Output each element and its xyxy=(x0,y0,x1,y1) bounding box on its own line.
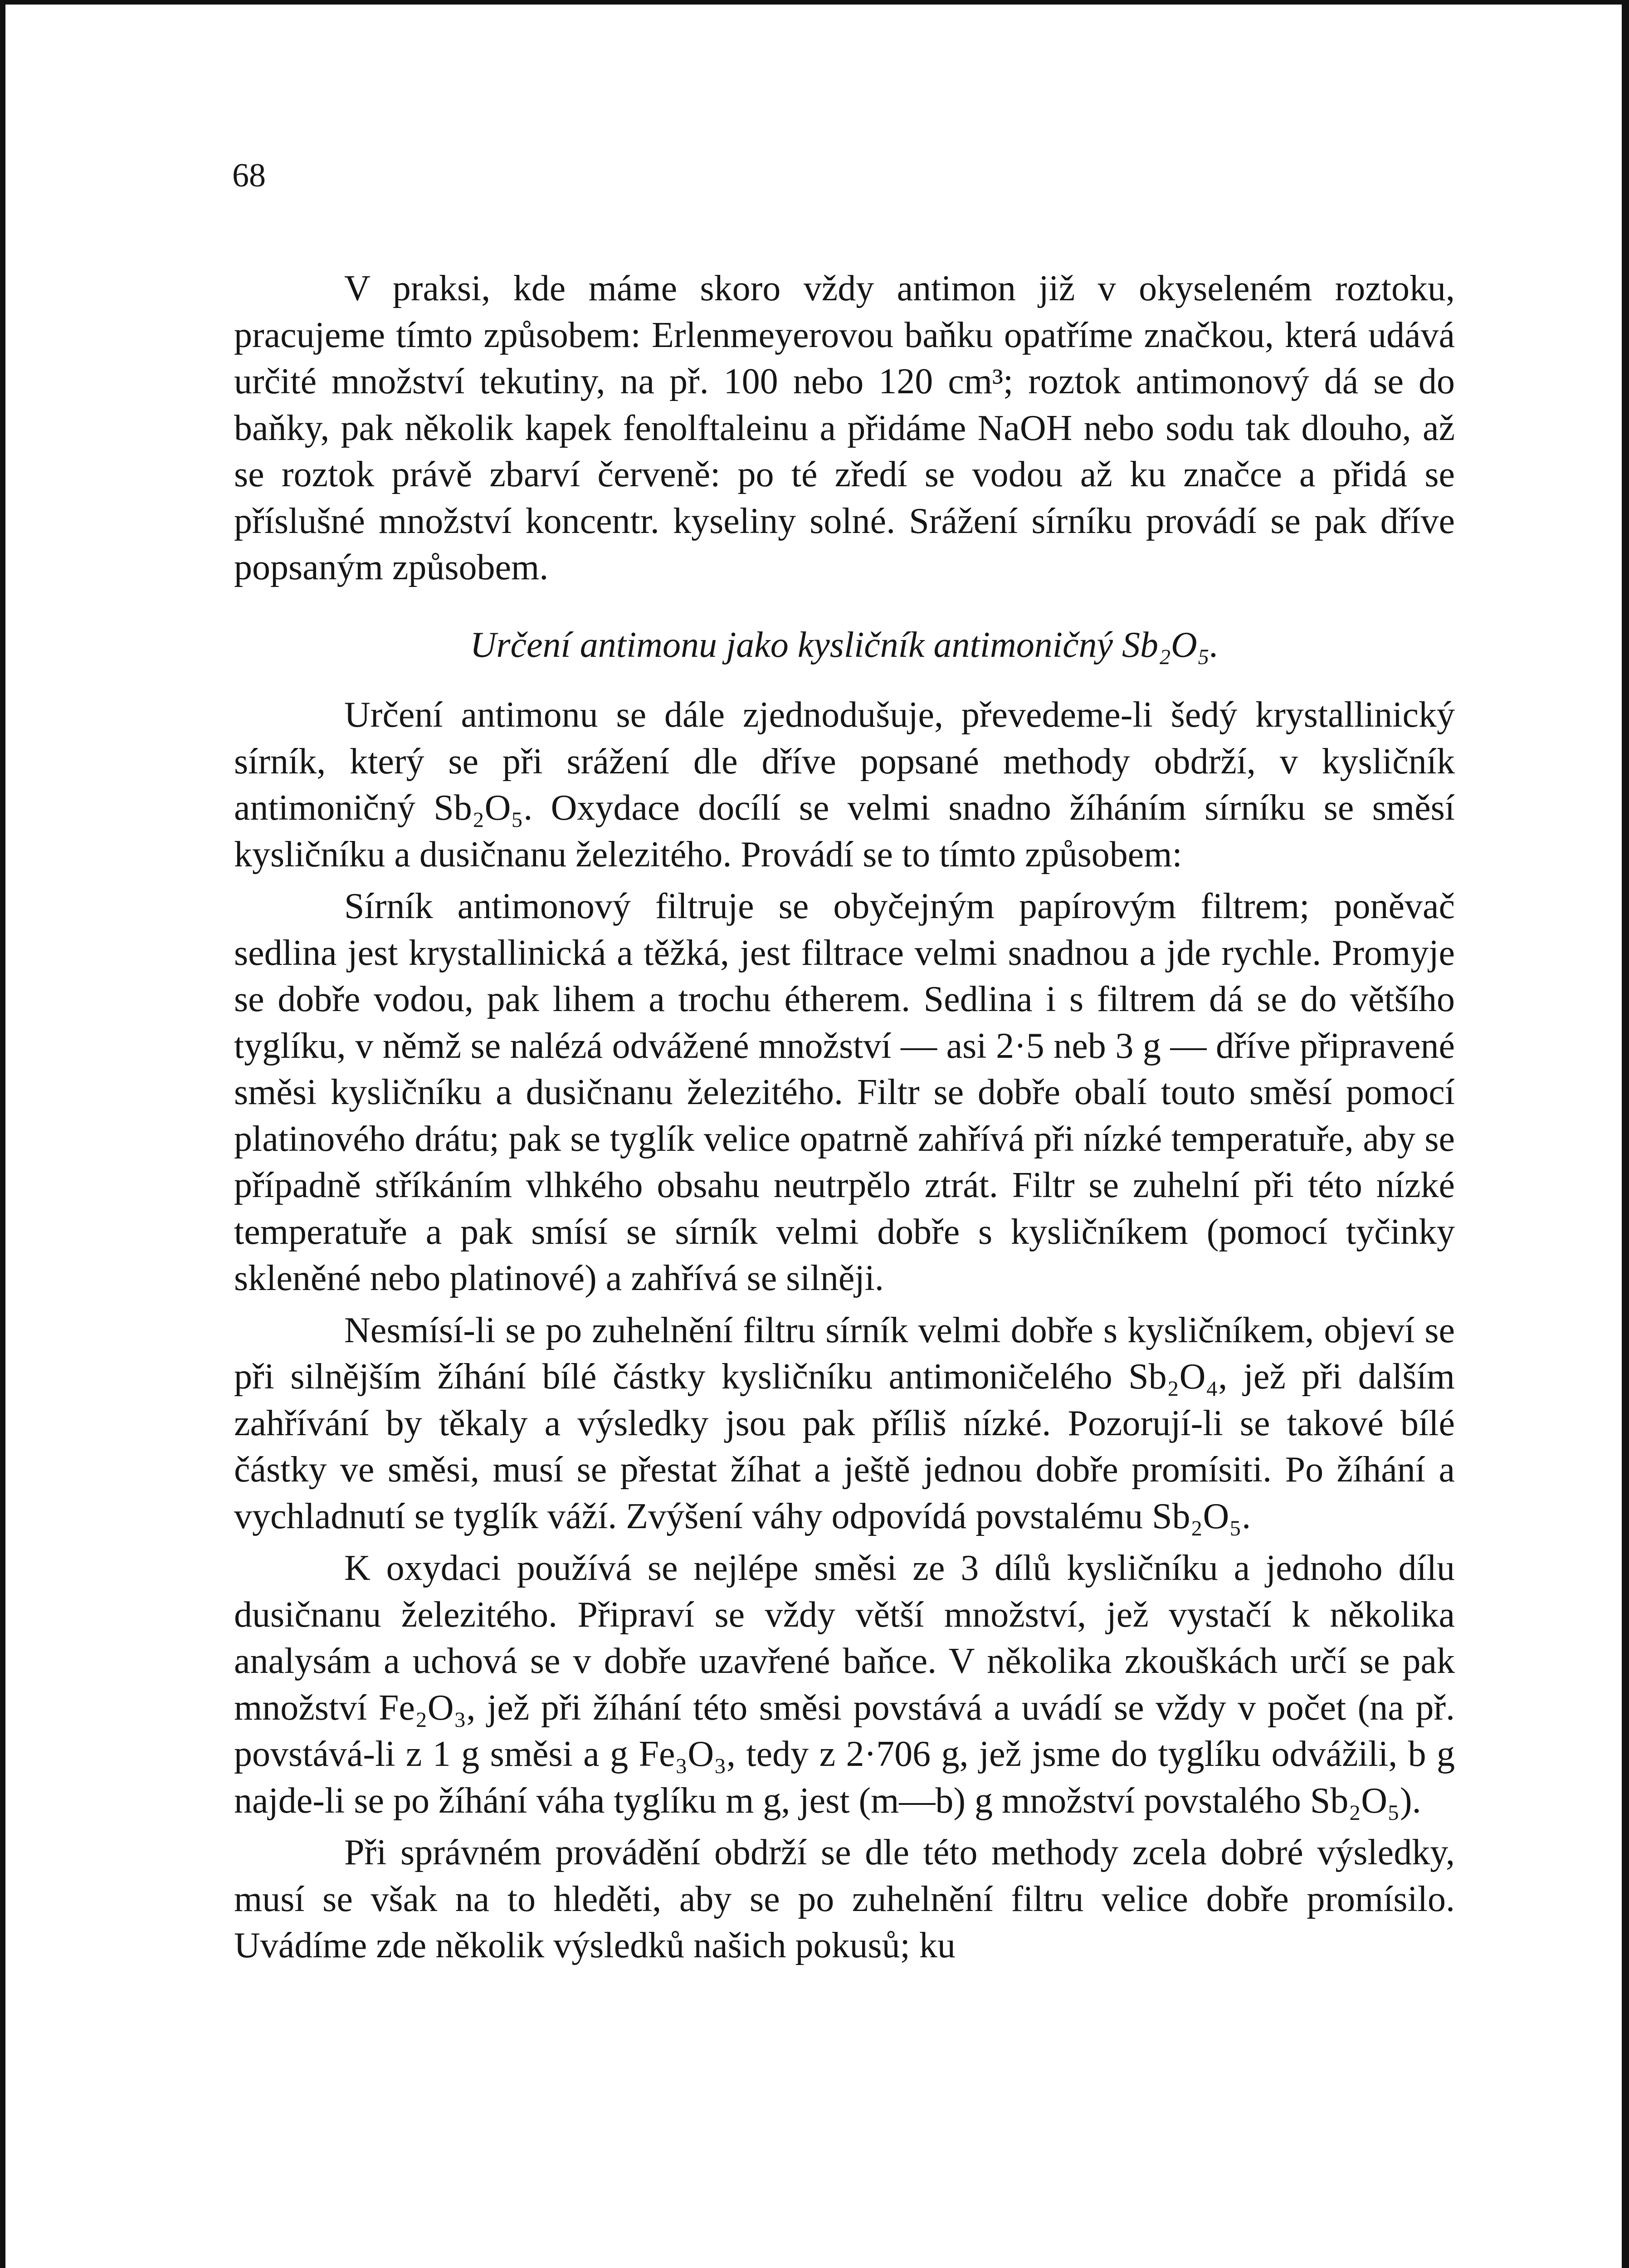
page-number: 68 xyxy=(232,157,266,194)
page-text xyxy=(234,265,1455,1969)
section-heading: Určení antimonu jako kysličník antimoničný Sb₂O₅. xyxy=(470,625,1219,665)
paragraph-1: Určení antimonu se dále zjednodušuje, převedeme-li šedý krystallinický sírník, který se při srážení dle dříve popsané methody obdrží, v kysličník antimoničný Sb₂O₅. Oxydace docílí se velmi snadno žíháním sírníku se směsí kysličníku a dusičnanu železitého. Provádí se to tímto způsobem: xyxy=(234,695,1455,875)
paragraph-intro: V praksi, kde máme skoro vždy antimon již v okyseleném roztoku, pracujeme tímto způsobem: Erlenmeyerovou baňku opatříme značkou, která udává určité množství tekutiny, na př. 100 nebo 120 cm³; roztok antimonový dá se do baňky, pak několik kapek fenolftaleinu a přidáme NaOH nebo sodu tak dlouho, až se roztok právě zbarví červeně: po té zředí se vodou až ku značce a přidá se příslušné množství koncentr. kyseliny solné. Srážení sírníku provádí se pak dříve popsaným způsobem. xyxy=(234,269,1455,587)
paragraph-3: Nesmísí-li se po zuhelnění filtru sírník velmi dobře s kysličníkem, objeví se při silnějším žíhání bílé částky kysličníku antimoničelého Sb₂O₄, jež při dalším zahřívání by těkaly a výsledky jsou pak příliš nízké. Pozorují-li se takové bílé částky ve směsi, musí se přestat žíhat a ještě jednou dobře promísiti. Po žíhání a vychladnutí se tyglík váží. Zvýšení váhy odpovídá povstalému Sb₂O₅. xyxy=(234,1310,1455,1536)
paragraph-4: K oxydaci používá se nejlépe směsi ze 3 dílů kysličníku a jednoho dílu dusičnanu železitého. Připraví se vždy větší množství, jež vystačí k několika analysám a uchová se v dobře uzavřené baňce. V několika zkouškách určí se pak množství Fe₂O₃, jež při žíhání této směsi povstává a uvádí se vždy v počet (na př. povstává-li z 1 g směsi a g Fe₃O₃, tedy z 2·706 g, jež jsme do tyglíku odvážili, b g najde-li se po žíhání váha tyglíku m g, jest (m—b) g množství povstalého Sb₂O₅). xyxy=(234,1548,1455,1821)
paragraph-5: Při správném provádění obdrží se dle této methody zcela dobré výsledky, musí se však na to hleděti, aby se po zuhelnění filtru velice dobře promísilo. Uvádíme zde několik výsledků našich pokusů; ku xyxy=(234,1833,1455,1965)
paragraph-2: Sírník antimonový filtruje se obyčejným papírovým filtrem; poněvač sedlina jest krystallinická a těžká, jest filtrace velmi snadnou a jde rychle. Promyje se dobře vodou, pak lihem a trochu étherem. Sedlina i s filtrem dá se do většího tyglíku, v němž se nalézá odvážené množství — asi 2·5 neb 3 g — dříve připravené směsi kysličníku a dusičnanu železitého. Filtr se dobře obalí touto směsí pomocí platinového drátu; pak se tyglík velice opatrně zahřívá při nízké temperatuře, aby se případně stříkáním vlhkého obsahu neutrpělo ztrát. Filtr se zuhelní při této nízké temperatuře a pak smísí se sírník velmi dobře s kysličníkem (pomocí tyčinky skleněné nebo platinové) a zahřívá se silněji. xyxy=(234,886,1455,1298)
